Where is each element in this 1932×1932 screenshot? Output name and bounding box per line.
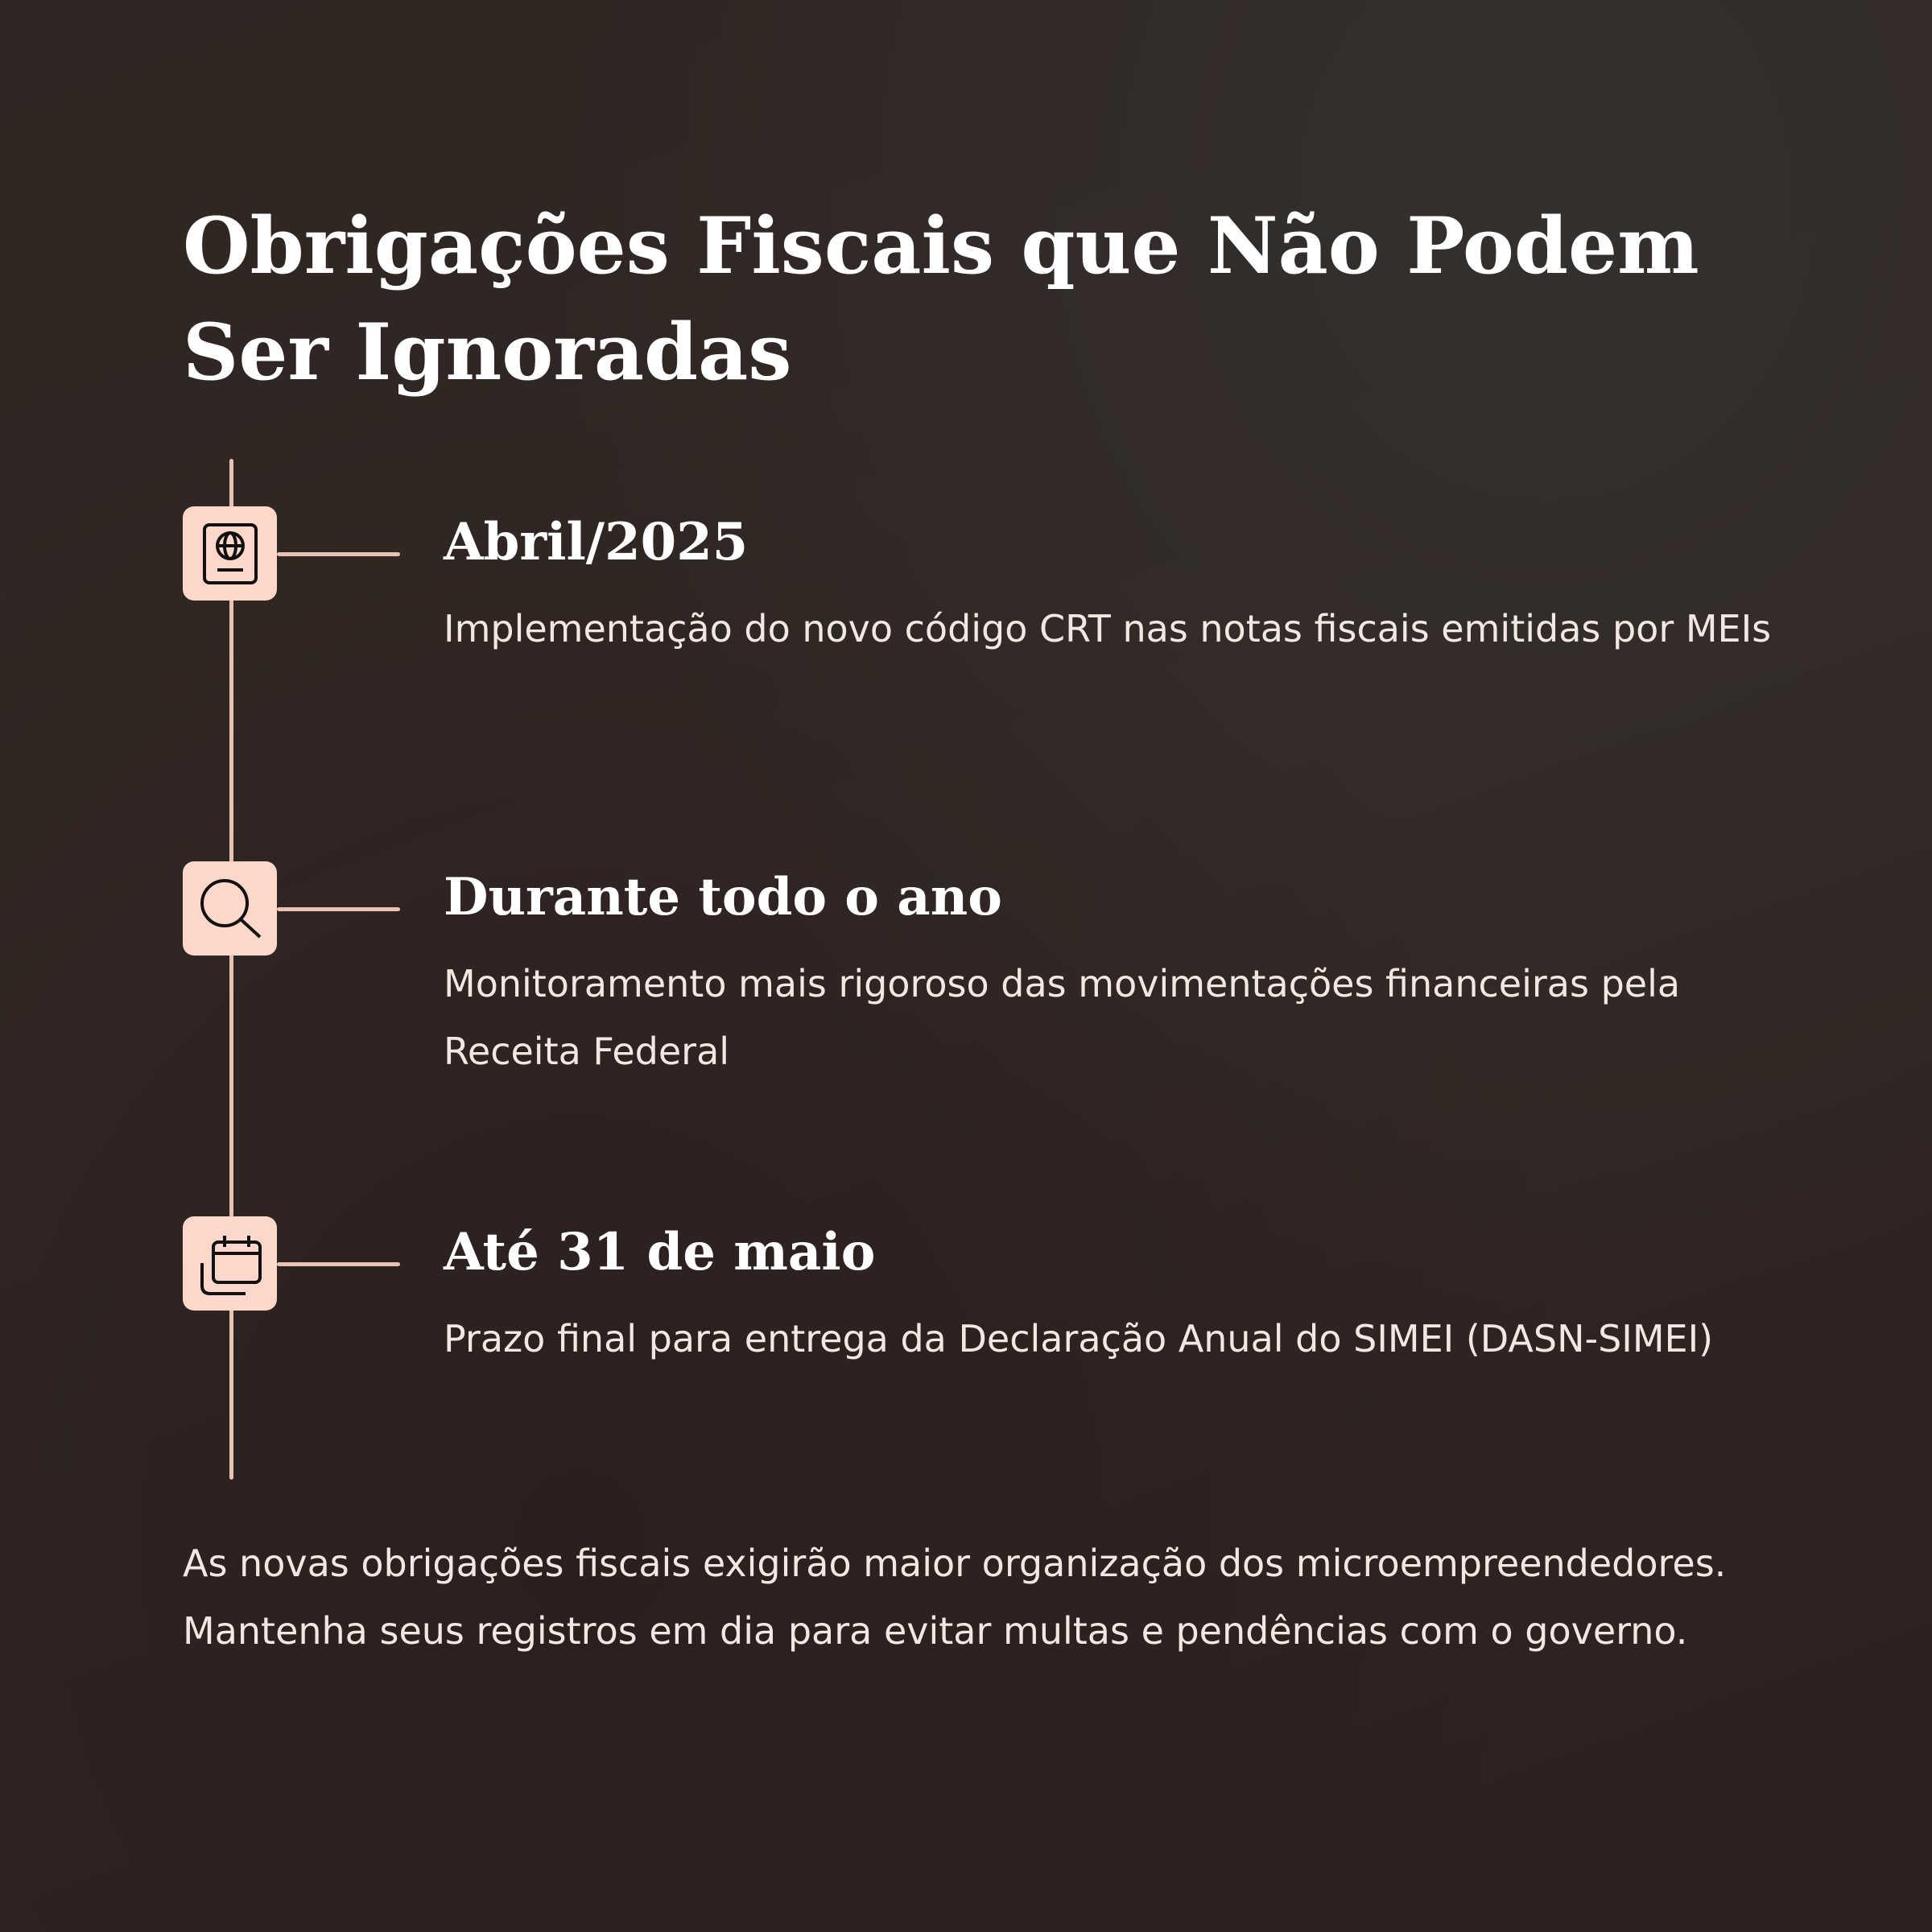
- timeline-item: [0, 1216, 1932, 1538]
- connector: [277, 1262, 400, 1266]
- passport-globe-icon: [183, 506, 277, 601]
- calendar-stack-icon: [183, 1216, 277, 1311]
- search-icon: [183, 861, 277, 956]
- item-heading: Abril/2025: [444, 512, 749, 572]
- item-heading: Durante todo o ano: [444, 867, 1002, 927]
- item-description: Implementação do novo código CRT nas notas fiscais emitidas por MEIs: [444, 607, 1772, 650]
- item-heading: Até 31 de maio: [444, 1222, 876, 1282]
- connector: [277, 907, 400, 911]
- timeline-item: [0, 506, 1932, 828]
- item-description: Prazo final para entrega da Declaração Anual do SIMEI (DASN-SIMEI): [444, 1317, 1714, 1360]
- item-description: Monitoramento mais rigoroso das movimentações financeiras pela Receita Federal: [444, 962, 1681, 1073]
- footer-note: As novas obrigações fiscais exigirão maior organização dos microempreendedores. Mantenha seus registros em dia para evitar multas e pendências com o governo.: [183, 1542, 1727, 1653]
- timeline-item: [0, 861, 1932, 1183]
- connector: [277, 552, 400, 556]
- page-title: Obrigações Fiscais que Não Podem Ser Ignoradas: [183, 200, 1699, 398]
